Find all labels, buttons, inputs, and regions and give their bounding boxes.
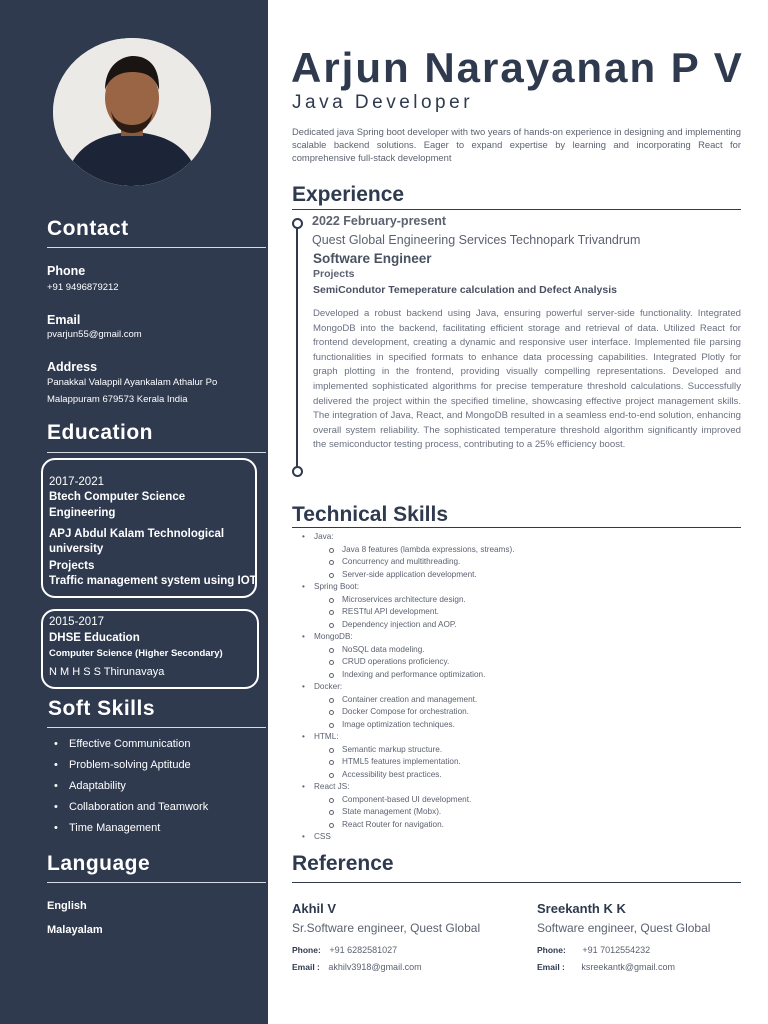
candidate-role: Java Developer [292,92,474,113]
soft-skill-item: • Effective Communication [54,737,208,758]
skill-item: Accessibility best practices. [326,769,514,782]
soft-skill-item: • Adaptability [54,779,208,800]
profile-photo [53,38,211,186]
technical-skills-list [302,531,514,844]
reference-card [292,901,480,935]
technical-skills-heading: Technical Skills [292,503,449,526]
reference-phone-row [537,945,650,955]
skill-item: Semantic markup structure. [326,744,514,757]
education-card-btech [41,458,257,598]
skill-item: Java 8 features (lambda expressions, streams). [326,544,514,557]
timeline-end-dot [292,466,303,477]
experience-title: Software Engineer [313,251,432,266]
address-line-2: Malappuram 679573 Kerala India [47,394,188,405]
edu-school: APJ Abdul Kalam Technological [49,528,225,540]
experience-date: 2022 February-present [312,214,447,228]
reference-title: Sr.Software engineer, Quest Global [292,921,481,935]
skill-group [302,681,514,731]
contact-heading: Contact [47,217,129,240]
language-divider [47,882,266,883]
contact-divider [47,247,266,248]
reference-email-label: Email : [292,962,320,972]
skill-group-name: MongoDB: [314,632,353,641]
skill-item: Microservices architecture design. [326,594,514,607]
reference-email-label: Email : [537,962,565,972]
reference-email-row [537,962,675,972]
skill-item: State management (Mobx). [326,806,514,819]
skill-group [302,831,514,844]
language-item: English [47,900,87,912]
education-divider [47,452,266,453]
address-label: Address [47,360,98,374]
skill-group [302,781,514,831]
skill-group-name: Java: [314,532,334,541]
experience-heading: Experience [292,183,405,206]
reference-phone: +91 7012554232 [582,945,651,955]
reference-title: Software engineer, Quest Global [537,921,711,935]
soft-skills-heading: Soft Skills [48,697,156,720]
reference-card [537,901,710,935]
timeline-line [296,224,298,470]
address-line-1: Panakkal Valappil Ayankalam Athalur Po [47,377,218,388]
candidate-name: Arjun Narayanan P V [291,44,744,91]
skill-item: Component-based UI development. [326,794,514,807]
edu-project: Traffic management system using IOT [49,575,257,587]
skill-item: Docker Compose for orchestration. [326,706,514,719]
reference-email-row [292,962,422,972]
skill-item: Dependency injection and AOP. [326,619,514,632]
reference-phone-row [292,945,397,955]
skill-item: Server-side application development. [326,569,514,582]
skill-group [302,731,514,781]
edu-years: 2017-2021 [49,476,104,488]
sidebar [0,0,268,1024]
skill-item: React Router for navigation. [326,819,514,832]
edu-degree: Btech Computer Science [49,491,186,503]
timeline-start-dot [292,218,303,229]
skill-group-name: HTML: [314,732,339,741]
skill-group-name: Docker: [314,682,343,691]
experience-projects-label: Projects [313,268,355,280]
reference-phone-label: Phone: [537,945,566,955]
experience-company: Quest Global Engineering Services Technopark Trivandrum [312,233,641,247]
experience-divider [292,209,741,210]
skill-group-name: Spring Boot: [314,582,360,591]
skill-group [302,581,514,631]
skill-group-name: CSS [314,832,331,841]
email-label: Email [47,313,81,327]
edu-projects-label: Projects [49,560,95,572]
skill-item: Indexing and performance optimization. [326,669,514,682]
edu-stream: Computer Science (Higher Secondary) [49,648,223,659]
reference-name: Akhil V [292,901,337,916]
edu-degree: DHSE Education [49,632,140,644]
edu-years: 2015-2017 [49,616,104,628]
skill-group [302,631,514,681]
reference-name: Sreekanth K K [537,901,626,916]
soft-skill-item: • Collaboration and Teamwork [54,800,208,821]
skill-item: NoSQL data modeling. [326,644,514,657]
language-item: Malayalam [47,924,103,936]
edu-school-cont: university [49,543,104,555]
reference-email: ksreekantk@gmail.com [581,962,676,972]
soft-skills-list [54,737,208,842]
skill-item: Image optimization techniques. [326,719,514,732]
education-card-dhse [41,609,259,689]
reference-phone-label: Phone: [292,945,321,955]
phone-label: Phone [47,264,86,278]
experience-project-name: SemiCondutor Temeperature calculation and Defect Analysis [313,284,617,296]
skill-group [302,531,514,581]
skill-group-name: React JS: [314,782,350,791]
skill-item: CRUD operations proficiency. [326,656,514,669]
language-heading: Language [47,852,151,875]
experience-description: Developed a robust backend using Java, ensuring powerful server-side functionality. Integrated MongoDB into the backend, facilitating efficient storage and retrieval of data. Utilized React for frontend development, creating a dynamic and responsive user interface. Implemented file parsing functionalities in specified formats to enhance data processing capabilities. Integrated Plotly for graph plotting in the frontend, providing visually compelling representations. Developed and implemented sophisticated algorithms for precise temperature threshold calculations. Successfully delivered the project within the specified timeline, showcasing effective project management skills. The integration of Java, React, and MongoDB resulted in a seamless end-to-end solution, enhancing overall system reliability. The sophisticated temperature threshold algorithm significantly improved the semiconductor testing process, contributing to a 25% efficiency boost. [313,308,741,451]
soft-skill-item: • Time Management [54,821,208,842]
edu-degree-cont: Engineering [49,507,116,519]
soft-skills-divider [47,727,266,728]
profile-summary: Dedicated java Spring boot developer with two years of hands-on experience in designing and implementing scalable backend solutions. Eager to expand expertise by learning and incorporating React for comprehensive full-stack development [292,126,741,163]
skill-item: RESTful API development. [326,606,514,619]
edu-school: N M H S S Thirunavaya [49,666,165,678]
education-heading: Education [47,421,154,444]
reference-heading: Reference [292,852,394,875]
reference-phone: +91 6282581027 [329,945,398,955]
email-value: pvarjun55@gmail.com [47,329,142,340]
skill-item: Concurrency and multithreading. [326,556,514,569]
reference-divider [292,882,741,883]
skill-item: Container creation and management. [326,694,514,707]
soft-skill-item: • Problem-solving Aptitude [54,758,208,779]
technical-skills-divider [292,527,741,528]
reference-email: akhilv3918@gmail.com [328,962,422,972]
phone-value: +91 9496879212 [47,282,119,293]
skill-item: HTML5 features implementation. [326,756,514,769]
